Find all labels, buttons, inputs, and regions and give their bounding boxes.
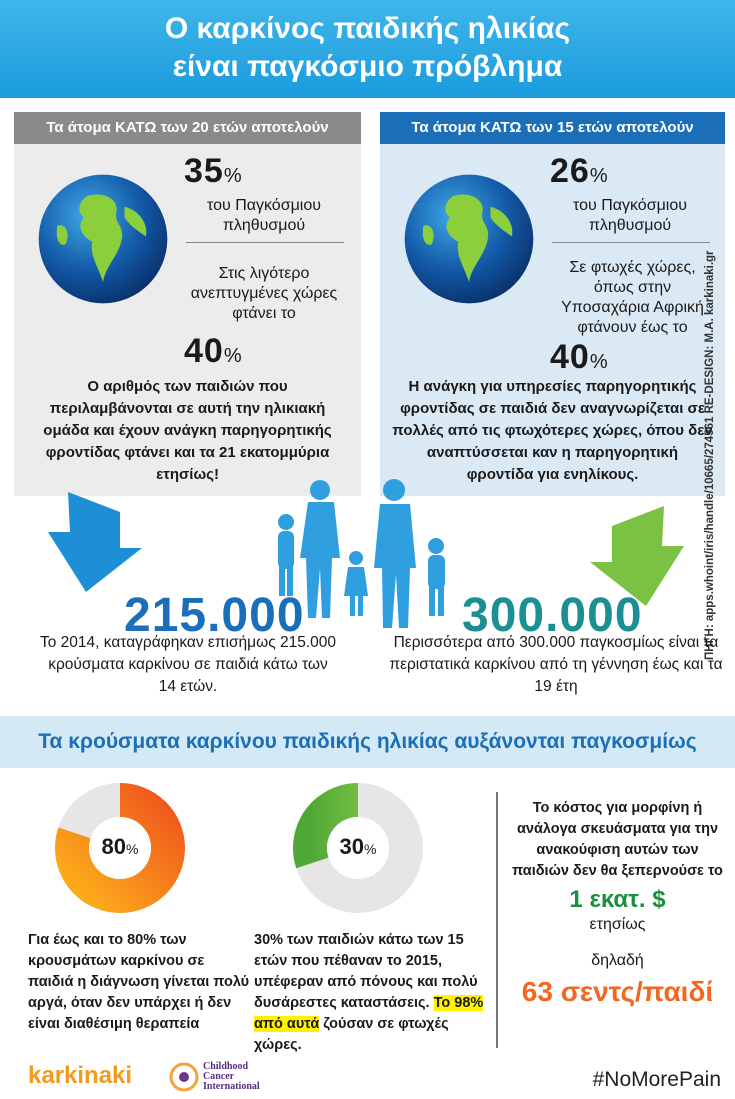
stat-215000: 215.000 — [124, 589, 305, 642]
header-title-line1: Ο καρκίνος παιδικής ηλικίας — [164, 12, 571, 45]
cost-per-year: ετησίως — [589, 916, 646, 933]
hashtag: #NoMorePain — [592, 1068, 721, 1091]
cci-logo-icon — [168, 1062, 200, 1092]
pct-value: 40 — [184, 332, 224, 370]
panel-under-15 — [380, 112, 725, 496]
donut-30-text — [254, 930, 486, 1056]
pct-desc: του Παγκόσμιου πληθυσμού — [573, 197, 687, 234]
pct-sign: % — [589, 165, 609, 187]
panel-under-20 — [14, 112, 361, 496]
donut-30-text-main: 30% των παιδιών κάτω των 15 ετών που πέθαναν το 2015, υπέφεραν από πόνους και πολύ δυσάρεστες καταστάσεις. — [254, 932, 478, 1011]
donut-value: 30 — [339, 834, 365, 859]
cci-line3: International — [203, 1081, 260, 1092]
pct-sign: % — [589, 351, 609, 373]
cci-logo-text — [203, 1062, 260, 1092]
cost-ie: δηλαδή — [591, 952, 644, 969]
stat-300000-text: Περισσότερα από 300.000 παγκοσμίως είναι τα περιστατικά καρκίνου από τη γέννηση έως και τα 19 έτη — [389, 634, 723, 695]
panel-title: Τα άτομα ΚΑΤΩ των 20 ετών αποτελούν — [14, 112, 361, 144]
pct-value: 40 — [550, 338, 590, 376]
cost-amount: 1 εκατ. $ — [569, 886, 666, 913]
pct-sign: % — [223, 165, 243, 187]
donut-30-highlight: Το 98% από αυτά — [254, 995, 484, 1032]
panel-body: Ο αριθμός των παιδιών που περιλαμβάνονται σε αυτή την ηλικιακή ομάδα και έχουν ανάγκη παρηγορητικής φροντίδας φτάνει και τα 21 εκατομμύρια ετησίως! — [43, 378, 332, 483]
mid-text: Στις λιγότερο ανεπτυγμένες χώρες φτάνει το — [190, 265, 338, 322]
section-banner: Τα κρούσματα καρκίνου παιδικής ηλικίας αυξάνονται παγκοσμίως — [0, 716, 735, 768]
header-title-line2: είναι παγκόσμιο πρόβλημα — [172, 50, 563, 83]
globe-icon — [36, 172, 170, 306]
divider — [186, 242, 344, 243]
divider — [552, 242, 710, 243]
cci-line1: Childhood — [203, 1061, 249, 1072]
donut-80-label — [54, 834, 186, 860]
cci-line2: Cancer — [203, 1071, 235, 1082]
pct-value: 35 — [184, 152, 224, 190]
mid-text: Σε φτωχές χώρες, όπως στην Υποσαχάρια Αφρική φτάνουν έως το — [561, 259, 704, 336]
pct-value: 26 — [550, 152, 590, 190]
vertical-divider — [496, 792, 498, 1048]
header-banner — [0, 0, 735, 98]
donut-value: 80 — [101, 834, 127, 859]
stat-35-percent — [184, 152, 243, 191]
donut-30-label — [292, 834, 424, 860]
source-credit: ΠΗΓΗ: apps.whoint/iris/handle/10665/274561 RE-DESIGN: M.A. karkinaki.gr — [704, 250, 716, 660]
pct-desc: του Παγκόσμιου πληθυσμού — [207, 197, 321, 234]
pct-sign: % — [223, 345, 243, 367]
blue-down-arrow-icon — [30, 492, 150, 592]
stat-40-percent — [184, 332, 243, 371]
karkinaki-logo: karkinaki — [28, 1062, 133, 1089]
panel-title: Τα άτομα ΚΑΤΩ των 15 ετών αποτελούν — [380, 112, 725, 144]
globe-icon — [402, 172, 536, 306]
stat-215000-text: Το 2014, καταγράφηκαν επισήμως 215.000 κρούσματα καρκίνου σε παιδιά κάτω των 14 ετών. — [39, 634, 337, 695]
cost-per-child: 63 σεντς/παιδί — [521, 976, 714, 1007]
stat-300000: 300.000 — [462, 589, 643, 642]
donut-sign: % — [364, 841, 377, 857]
stat-40-percent — [550, 338, 609, 377]
donut-sign: % — [126, 841, 139, 857]
panel-body: Η ανάγκη για υπηρεσίες παρηγορητικής φροντίδας σε παιδιά δεν αναγνωρίζεται σε πολλές από τις φτωχότερες χώρες, όπου δεν αναπτύσσεται καν η παρηγορητική φροντίδα για ενηλίκους. — [392, 378, 713, 483]
donut-30-text-end: ζούσαν σε φτωχές χώρες. — [254, 1016, 449, 1053]
stat-26-percent — [550, 152, 609, 191]
donut-80-text: Για έως και το 80% των κρουσμάτων καρκίνου σε παιδιά η διάγνωση γίνεται πολύ αργά, όταν δεν υπάρχει ή δεν είναι διαθέσιμη θεραπεία — [28, 932, 250, 1032]
cost-text: Το κόστος για μορφίνη ή ανάλογα σκευάσματα για την ανακούφιση αυτών των παιδιών δεν θα ξεπερνούσε το — [512, 800, 723, 879]
